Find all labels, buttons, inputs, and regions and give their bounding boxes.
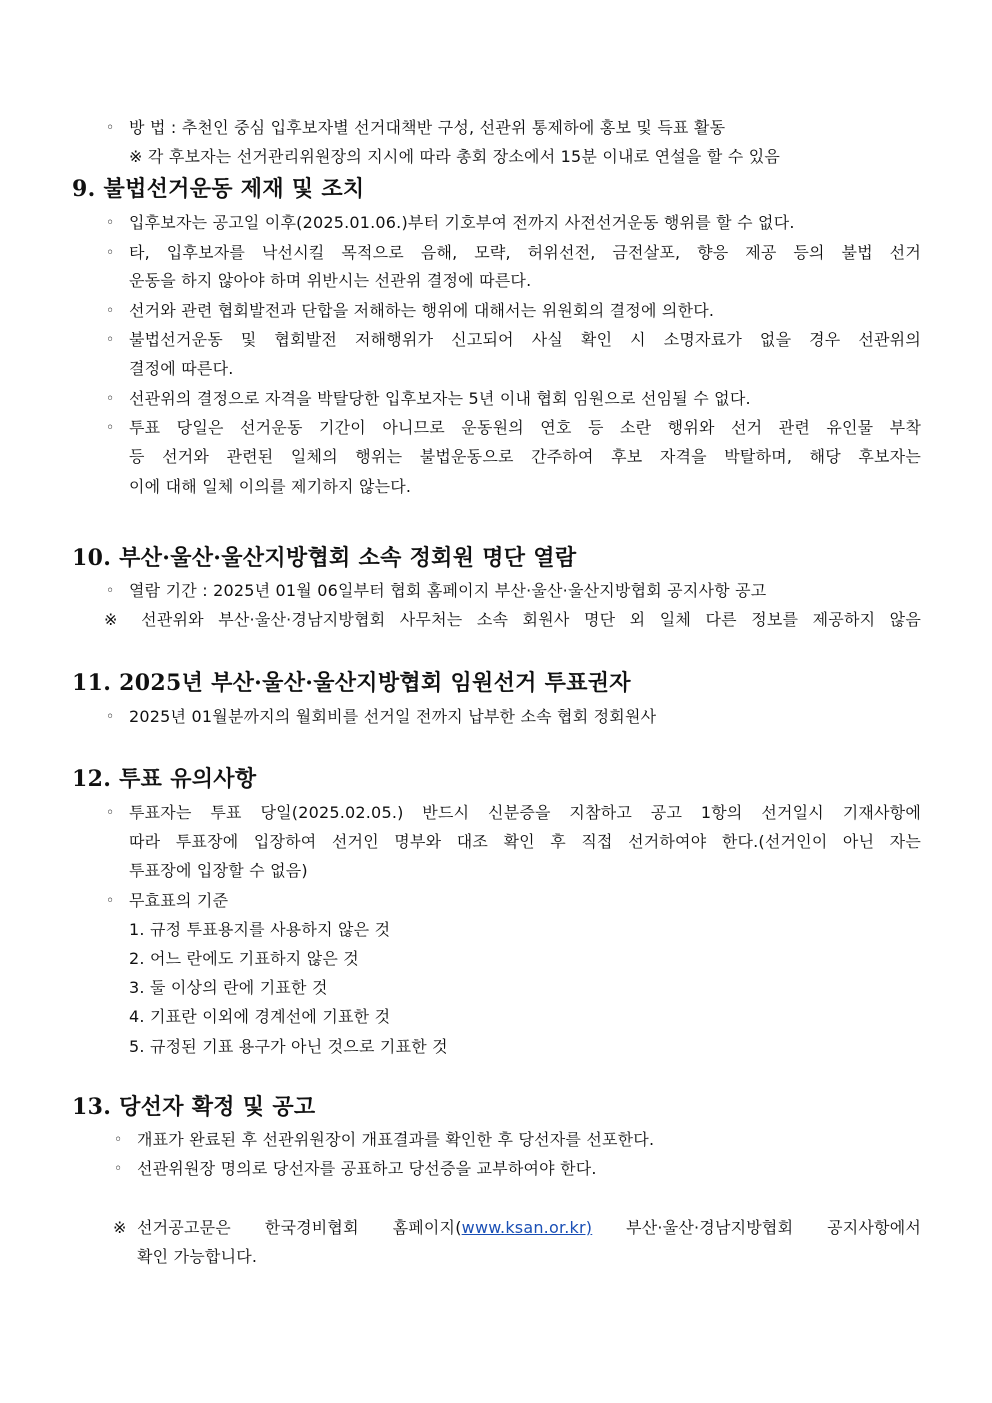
s9-item-2-line-2: 운동을 하지 않아야 하며 위반시는 선관위 결정에 따른다. [129, 271, 532, 290]
bullet-icon: ◦ [106, 583, 115, 599]
note-mark: ※ [113, 1218, 127, 1237]
method-text: 방 법 : 추천인 중심 입후보자별 선거대책반 구성, 선관위 통제하에 홍보 및 득표 활동 [129, 118, 726, 137]
s11-item-1: 2025년 01월분까지의 월회비를 선거일 전까지 납부한 소속 협회 정회원사 [129, 707, 657, 726]
invalid-criteria-2: 2. 어느 란에도 기표하지 않은 것 [129, 949, 359, 968]
bullet-icon: ◦ [106, 332, 115, 348]
invalid-criteria-1: 1. 규정 투표용지를 사용하지 않은 것 [129, 920, 391, 939]
s12-item-1-line-2: 따라 투표장에 입장하여 선거인 명부와 대조 확인 후 직접 선거하여야 한다.(선거인이 아닌 자는 [129, 832, 921, 851]
bullet-icon: ◦ [114, 1132, 123, 1148]
s9-item-4-line-2: 결정에 따른다. [129, 359, 234, 378]
s10-note: ※ 선관위와 부산·울산·경남지방협회 사무처는 소속 회원사 명단 외 일체 다른 정보를 제공하지 않음 [104, 610, 921, 629]
s13-note-line-2: 확인 가능합니다. [137, 1247, 258, 1266]
bullet-icon: ◦ [114, 1161, 123, 1177]
bullet-icon: ◦ [106, 420, 115, 436]
s13-note-line-1 [137, 1217, 921, 1239]
bullet-icon: ◦ [106, 120, 115, 136]
s9-item-1: 입후보자는 공고일 이후(2025.01.06.)부터 기호부여 전까지 사전선거운동 행위를 할 수 없다. [129, 213, 795, 232]
s13-note-pre: 선거공고문은 한국경비협회 홈페이지( [137, 1218, 462, 1237]
s9-item-2-line-1: 타, 입후보자를 낙선시킬 목적으로 음해, 모략, 허위선전, 금전살포, 향응 제공 등의 불법 선거 [129, 243, 921, 262]
s9-item-3: 선거와 관련 협회발전과 단합을 저해하는 행위에 대해서는 위원회의 결정에 의한다. [129, 301, 715, 320]
bullet-icon: ◦ [106, 245, 115, 261]
section-11-title: 11. 2025년 부산·울산·울산지방협회 임원선거 투표권자 [72, 670, 631, 696]
section-10-title: 10. 부산·울산·울산지방협회 소속 정회원 명단 열람 [72, 545, 577, 571]
invalid-criteria-5: 5. 규정된 기표 용구가 아닌 것으로 기표한 것 [129, 1037, 448, 1056]
bullet-icon: ◦ [106, 893, 115, 909]
bullet-icon: ◦ [106, 805, 115, 821]
s9-item-6-line-2: 등 선거와 관련된 일체의 행위는 불법운동으로 간주하여 후보 자격을 박탈하며, 해당 후보자는 [129, 447, 921, 466]
section-13-title: 13. 당선자 확정 및 공고 [72, 1094, 316, 1120]
s12-item-1-line-1: 투표자는 투표 당일(2025.02.05.) 반드시 신분증을 지참하고 공고 1항의 선거일시 기재사항에 [129, 803, 921, 822]
s9-item-6-line-3: 이에 대해 일체 이의를 제기하지 않는다. [129, 477, 412, 496]
invalid-criteria-4: 4. 기표란 이외에 경계선에 기표한 것 [129, 1007, 391, 1026]
bullet-icon: ◦ [106, 303, 115, 319]
invalid-criteria-3: 3. 둘 이상의 란에 기표한 것 [129, 978, 328, 997]
section-12-title: 12. 투표 유의사항 [72, 766, 257, 792]
s9-item-6-line-1: 투표 당일은 선거운동 기간이 아니므로 운동원의 연호 등 소란 행위와 선거 관련 유인물 부착 [129, 418, 921, 437]
s9-item-5: 선관위의 결정으로 자격을 박탈당한 입후보자는 5년 이내 협회 임원으로 선임될 수 없다. [129, 389, 751, 408]
section-9-title: 9. 불법선거운동 제재 및 조치 [72, 176, 365, 202]
ksan-website-link[interactable]: www.ksan.or.kr) [461, 1218, 593, 1237]
s12-item-2: 무효표의 기준 [129, 891, 229, 910]
s13-note-post: 부산·울산·경남지방협회 공지사항에서 [592, 1218, 921, 1237]
s13-item-2: 선관위원장 명의로 당선자를 공표하고 당선증을 교부하여야 한다. [137, 1159, 597, 1178]
bullet-icon: ◦ [106, 215, 115, 231]
method-note: ※ 각 후보자는 선거관리위원장의 지시에 따라 총회 장소에서 15분 이내로 연설을 할 수 있음 [129, 147, 781, 166]
s13-item-1: 개표가 완료된 후 선관위원장이 개표결과를 확인한 후 당선자를 선포한다. [137, 1130, 655, 1149]
bullet-icon: ◦ [106, 391, 115, 407]
s12-item-1-line-3: 투표장에 입장할 수 없음) [129, 861, 308, 880]
s10-item-1: 열람 기간 : 2025년 01월 06일부터 협회 홈페이지 부산·울산·울산지방협회 공지사항 공고 [129, 581, 767, 600]
s9-item-4-line-1: 불법선거운동 및 협회발전 저해행위가 신고되어 사실 확인 시 소명자료가 없을 경우 선관위의 [129, 330, 921, 349]
bullet-icon: ◦ [106, 709, 115, 725]
